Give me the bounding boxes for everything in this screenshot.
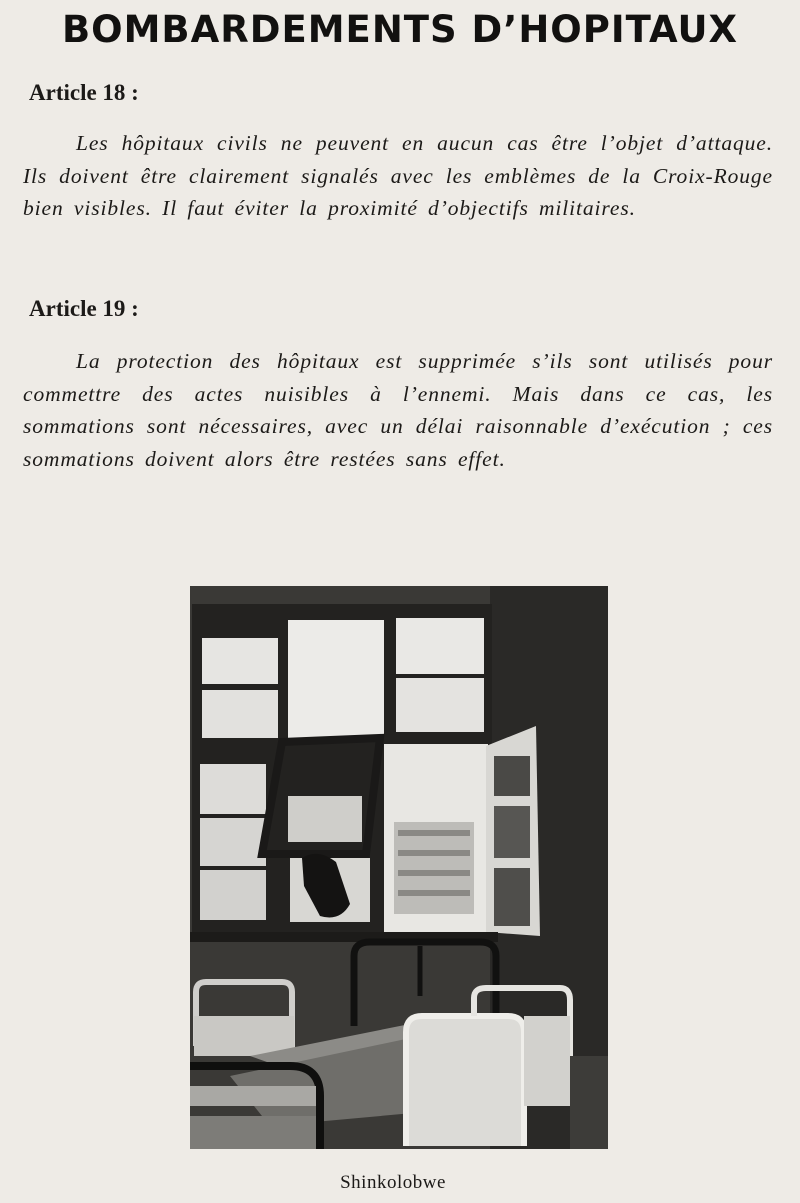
article-18-text: Les hôpitaux civils ne peuvent en aucun cas être l’objet d’attaque. Ils doivent être clairement signalés avec les emblèmes de la Croix-Rouge bien visibles. Il faut éviter la proximité d’objectifs militaires.	[23, 131, 773, 220]
photo-caption: Shinkolobwe	[340, 1172, 446, 1193]
article-18-heading: Article 18 :	[29, 80, 139, 105]
page-title: BOMBARDEMENTS D’HOPITAUX	[61, 8, 739, 51]
hospital-ward-illustration	[190, 586, 608, 1149]
article-19-text: La protection des hôpitaux est supprimée s’ils sont utilisés pour commettre des actes nuisibles à l’ennemi. Mais dans ce cas, les sommations sont nécessaires, avec un délai raisonnable d’exécution ; ces sommations doivent alors être restées sans effet.	[23, 349, 773, 471]
article-19-heading: Article 19 :	[29, 296, 139, 321]
hospital-ward-photo	[190, 586, 608, 1149]
